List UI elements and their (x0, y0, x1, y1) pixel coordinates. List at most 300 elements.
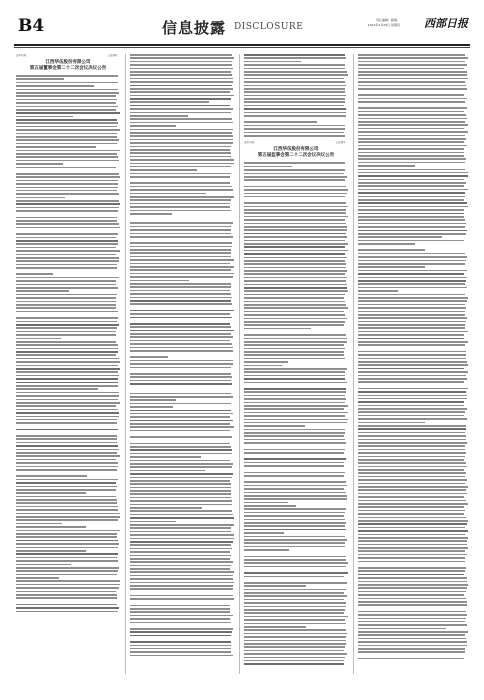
text-line (130, 347, 233, 349)
text-line (130, 163, 234, 165)
text-line (16, 405, 116, 407)
text-line (244, 95, 346, 97)
text-line (244, 505, 296, 507)
announcement-code-row (244, 141, 348, 145)
text-line (358, 361, 467, 363)
text-line (244, 314, 345, 316)
text-line (358, 371, 468, 373)
header-rule (14, 44, 470, 46)
text-line (244, 61, 301, 63)
text-line (244, 81, 345, 83)
text-line (358, 483, 465, 485)
text-line (16, 354, 116, 356)
text-line (16, 486, 117, 488)
text-line (358, 354, 466, 356)
text-line (16, 365, 118, 367)
text-line (358, 128, 464, 130)
text-line (16, 601, 120, 603)
text-line (16, 197, 65, 199)
text-line (130, 266, 234, 268)
text-line (130, 477, 232, 479)
text-line (130, 273, 234, 275)
text-line (130, 61, 232, 63)
text-line (244, 348, 345, 350)
text-line (16, 95, 116, 97)
text-line (358, 107, 467, 109)
text-line (358, 311, 465, 313)
text-line (130, 293, 231, 295)
text-line (244, 64, 345, 66)
text-line (130, 125, 176, 127)
text-line (16, 479, 118, 481)
text-line (244, 579, 348, 581)
text-line (358, 64, 467, 66)
announcement-title: 第五届董事会第二十二次会议决议公告 (29, 66, 107, 71)
text-line (16, 264, 117, 266)
text-line (130, 534, 234, 536)
text-line (358, 327, 465, 329)
text-line (358, 158, 466, 160)
text-line (16, 153, 117, 155)
announcement-code-row (16, 54, 120, 58)
text-line (16, 75, 118, 77)
text-line (130, 598, 234, 600)
text-line (244, 173, 344, 175)
text-line (358, 445, 465, 447)
text-line (358, 192, 465, 194)
text-line (244, 250, 348, 252)
text-line (16, 489, 116, 491)
text-line (244, 425, 305, 427)
text-line (130, 363, 233, 365)
text-line (16, 331, 116, 333)
text-line (244, 351, 344, 353)
text-line (16, 99, 117, 101)
text-line (244, 402, 345, 404)
text-line (130, 466, 232, 468)
text-line (16, 526, 86, 528)
text-line (244, 508, 346, 510)
text-line (16, 344, 118, 346)
text-line (358, 135, 465, 137)
text-line (130, 443, 230, 445)
company-name: 江西华伍股份有限公司 (45, 60, 91, 65)
text-line (16, 375, 119, 377)
text-line (358, 341, 468, 343)
text-line (16, 426, 120, 428)
text-line (244, 612, 344, 614)
text-line (358, 124, 468, 126)
text-line (16, 455, 120, 457)
text-line (358, 185, 464, 187)
text-line (244, 135, 345, 137)
text-line (358, 368, 464, 370)
text-line (16, 382, 118, 384)
text-line (358, 479, 467, 481)
text-line (16, 150, 120, 152)
text-line (130, 317, 232, 319)
text-line (244, 595, 347, 597)
text-line (16, 567, 119, 569)
text-line (16, 102, 116, 104)
text-line (244, 498, 347, 500)
text-line (130, 460, 230, 462)
text-line (130, 146, 231, 148)
text-line (358, 334, 464, 336)
text-line (244, 429, 345, 431)
text-line (244, 640, 346, 642)
text-line (358, 415, 464, 417)
text-line (130, 521, 176, 523)
text-line (16, 307, 116, 309)
body-text-block (244, 162, 348, 665)
text-line (130, 85, 232, 87)
text-line (130, 588, 233, 590)
text-line (358, 534, 465, 536)
text-line (244, 529, 346, 531)
text-line (130, 122, 233, 124)
text-line (16, 378, 118, 380)
text-line (358, 375, 466, 377)
text-line (244, 236, 347, 238)
text-line (244, 166, 292, 168)
text-line (358, 395, 467, 397)
text-line (16, 314, 120, 316)
text-line (16, 574, 117, 576)
text-line (358, 236, 442, 238)
text-line (358, 287, 467, 289)
text-line (16, 122, 118, 124)
text-line (244, 341, 347, 343)
text-line (358, 581, 467, 583)
text-line (130, 622, 231, 624)
text-line (358, 351, 466, 353)
text-line (130, 531, 231, 533)
text-line (358, 405, 464, 407)
text-line (244, 176, 347, 178)
text-line (16, 277, 119, 279)
text-line (244, 240, 345, 242)
column-divider (353, 54, 354, 674)
text-line (244, 267, 346, 269)
text-line (358, 561, 465, 563)
text-line (244, 478, 348, 480)
text-line (244, 219, 345, 221)
text-line (130, 101, 209, 103)
text-line (16, 395, 119, 397)
text-line (244, 132, 344, 134)
text-line (358, 74, 467, 76)
text-line (130, 132, 232, 134)
text-line (130, 635, 231, 637)
text-line (130, 336, 233, 338)
text-line (16, 570, 118, 572)
header-rule-thin (14, 47, 470, 48)
text-line (244, 115, 346, 117)
text-line (244, 54, 345, 56)
text-line (358, 57, 468, 59)
text-line (130, 179, 234, 181)
text-line (130, 98, 231, 100)
text-line (244, 216, 348, 218)
text-line (244, 128, 345, 130)
text-line (130, 242, 232, 244)
text-line (358, 500, 466, 502)
text-line (244, 344, 344, 346)
text-line (358, 570, 465, 572)
text-line (130, 510, 232, 512)
text-line (130, 252, 231, 254)
text-line (244, 585, 306, 587)
text-line (130, 222, 233, 224)
text-line (16, 584, 120, 586)
text-line (244, 108, 346, 110)
text-line (130, 578, 233, 580)
text-line (358, 273, 464, 275)
text-line (358, 523, 467, 525)
text-line (130, 611, 230, 613)
text-line (130, 504, 232, 506)
text-line (358, 554, 467, 556)
text-line (244, 318, 347, 320)
text-line (358, 496, 464, 498)
text-line (244, 553, 348, 555)
text-line (244, 657, 345, 659)
text-line (244, 415, 345, 417)
text-line (358, 638, 466, 640)
text-line (358, 540, 467, 542)
text-line (130, 625, 234, 627)
text-line (130, 193, 206, 195)
text-line (244, 85, 346, 87)
text-line (358, 91, 468, 93)
body-text-block (16, 75, 120, 612)
text-line (16, 260, 119, 262)
text-line (244, 260, 345, 262)
text-line (358, 598, 466, 600)
text-line (244, 488, 344, 490)
text-line (358, 321, 466, 323)
text-line (130, 196, 234, 198)
text-line (130, 527, 231, 529)
text-line (244, 229, 347, 231)
text-line (358, 506, 464, 508)
text-line (130, 210, 231, 212)
text-line (16, 301, 116, 303)
text-line (130, 655, 233, 657)
text-line (244, 602, 346, 604)
text-line (358, 530, 468, 532)
text-line (16, 187, 118, 189)
text-line (244, 301, 345, 303)
text-line (358, 85, 466, 87)
meta-line-1: 责任编辑：邮箱： (375, 18, 400, 22)
text-line (358, 338, 464, 340)
text-line (358, 381, 464, 383)
text-line (16, 334, 116, 336)
text-line (358, 283, 465, 285)
text-line (244, 616, 348, 618)
text-line (130, 413, 233, 415)
text-line (16, 116, 73, 118)
text-line (130, 186, 232, 188)
text-line (358, 199, 464, 201)
text-line (130, 78, 233, 80)
text-line (244, 294, 345, 296)
text-line (244, 88, 345, 90)
text-line (16, 112, 120, 114)
text-line (358, 435, 466, 437)
text-line (244, 412, 348, 414)
text-line (130, 152, 231, 154)
newspaper-logo: 西部日报 (424, 17, 468, 30)
text-line (130, 605, 230, 607)
text-line (244, 626, 306, 628)
text-line (16, 388, 98, 390)
text-line (358, 604, 467, 606)
text-line (130, 269, 231, 271)
text-line (244, 566, 346, 568)
text-line (244, 539, 347, 541)
text-line (16, 445, 118, 447)
text-line (130, 276, 233, 278)
text-line (130, 256, 231, 258)
text-line (358, 88, 467, 90)
text-line (16, 402, 120, 404)
text-line (16, 516, 120, 518)
text-line (16, 324, 119, 326)
text-line (16, 351, 118, 353)
text-line (16, 536, 117, 538)
text-line (358, 614, 467, 616)
text-line (130, 426, 234, 428)
text-line (358, 439, 466, 441)
text-line (16, 416, 119, 418)
text-line (358, 230, 467, 232)
text-line (130, 219, 234, 221)
text-line (130, 641, 231, 643)
text-line (130, 393, 231, 395)
text-line (130, 259, 234, 261)
text-line (130, 199, 231, 201)
text-line (16, 129, 120, 131)
text-line (16, 560, 118, 562)
text-line (358, 510, 465, 512)
text-column-4 (358, 54, 468, 674)
text-line (358, 175, 468, 177)
text-line (16, 207, 119, 209)
text-line (244, 273, 345, 275)
text-line (244, 549, 289, 551)
text-line (358, 213, 464, 215)
text-line (130, 565, 231, 567)
text-line (358, 631, 468, 633)
text-line (358, 503, 468, 505)
text-line (16, 409, 118, 411)
text-line (16, 163, 63, 165)
text-line (130, 440, 234, 442)
text-line (130, 71, 231, 73)
text-line (358, 655, 468, 657)
text-line (244, 405, 348, 407)
text-line (16, 462, 118, 464)
text-column-1 (16, 54, 120, 674)
text-line (244, 368, 347, 370)
text-line (358, 196, 465, 198)
text-line (244, 290, 348, 292)
text-line (16, 85, 94, 87)
text-line (16, 371, 118, 373)
text-line (16, 287, 118, 289)
text-line (130, 648, 231, 650)
text-line (16, 89, 118, 91)
text-line (358, 101, 465, 103)
text-line (130, 524, 234, 526)
text-line (16, 170, 120, 172)
text-line (130, 313, 230, 315)
text-line (358, 611, 466, 613)
text-line (244, 572, 348, 574)
text-line (130, 203, 230, 205)
text-line (244, 57, 346, 59)
text-line (16, 564, 71, 566)
text-line (130, 416, 230, 418)
text-line (130, 91, 230, 93)
text-line (358, 331, 468, 333)
text-line (16, 419, 117, 421)
text-line (16, 109, 116, 111)
text-line (244, 556, 346, 558)
text-line (130, 343, 232, 345)
text-line (244, 609, 345, 611)
text-line (16, 217, 117, 219)
text-line (130, 561, 233, 563)
text-line (244, 388, 346, 390)
text-line (130, 383, 232, 385)
text-line (130, 608, 230, 610)
text-line (244, 365, 282, 367)
body-text-block (358, 54, 468, 659)
text-line (16, 143, 117, 145)
text-line (244, 223, 346, 225)
text-line (358, 162, 465, 164)
text-line (130, 433, 234, 435)
text-line (244, 243, 348, 245)
text-line (130, 406, 173, 408)
text-line (16, 257, 119, 259)
text-line (358, 425, 466, 427)
text-line (244, 338, 347, 340)
text-line (244, 653, 347, 655)
text-line (244, 257, 347, 259)
text-line (244, 71, 347, 73)
text-line (130, 436, 232, 438)
text-line (16, 254, 116, 256)
text-line (130, 95, 234, 97)
text-line (130, 463, 233, 465)
text-line (16, 133, 117, 135)
text-line (130, 216, 234, 218)
text-line (16, 341, 116, 343)
text-line (358, 280, 466, 282)
text-line (244, 179, 345, 181)
text-line (358, 456, 465, 458)
text-line (130, 142, 233, 144)
text-line (16, 361, 120, 363)
text-line (16, 119, 117, 121)
text-line (244, 599, 344, 601)
text-line (358, 411, 465, 413)
